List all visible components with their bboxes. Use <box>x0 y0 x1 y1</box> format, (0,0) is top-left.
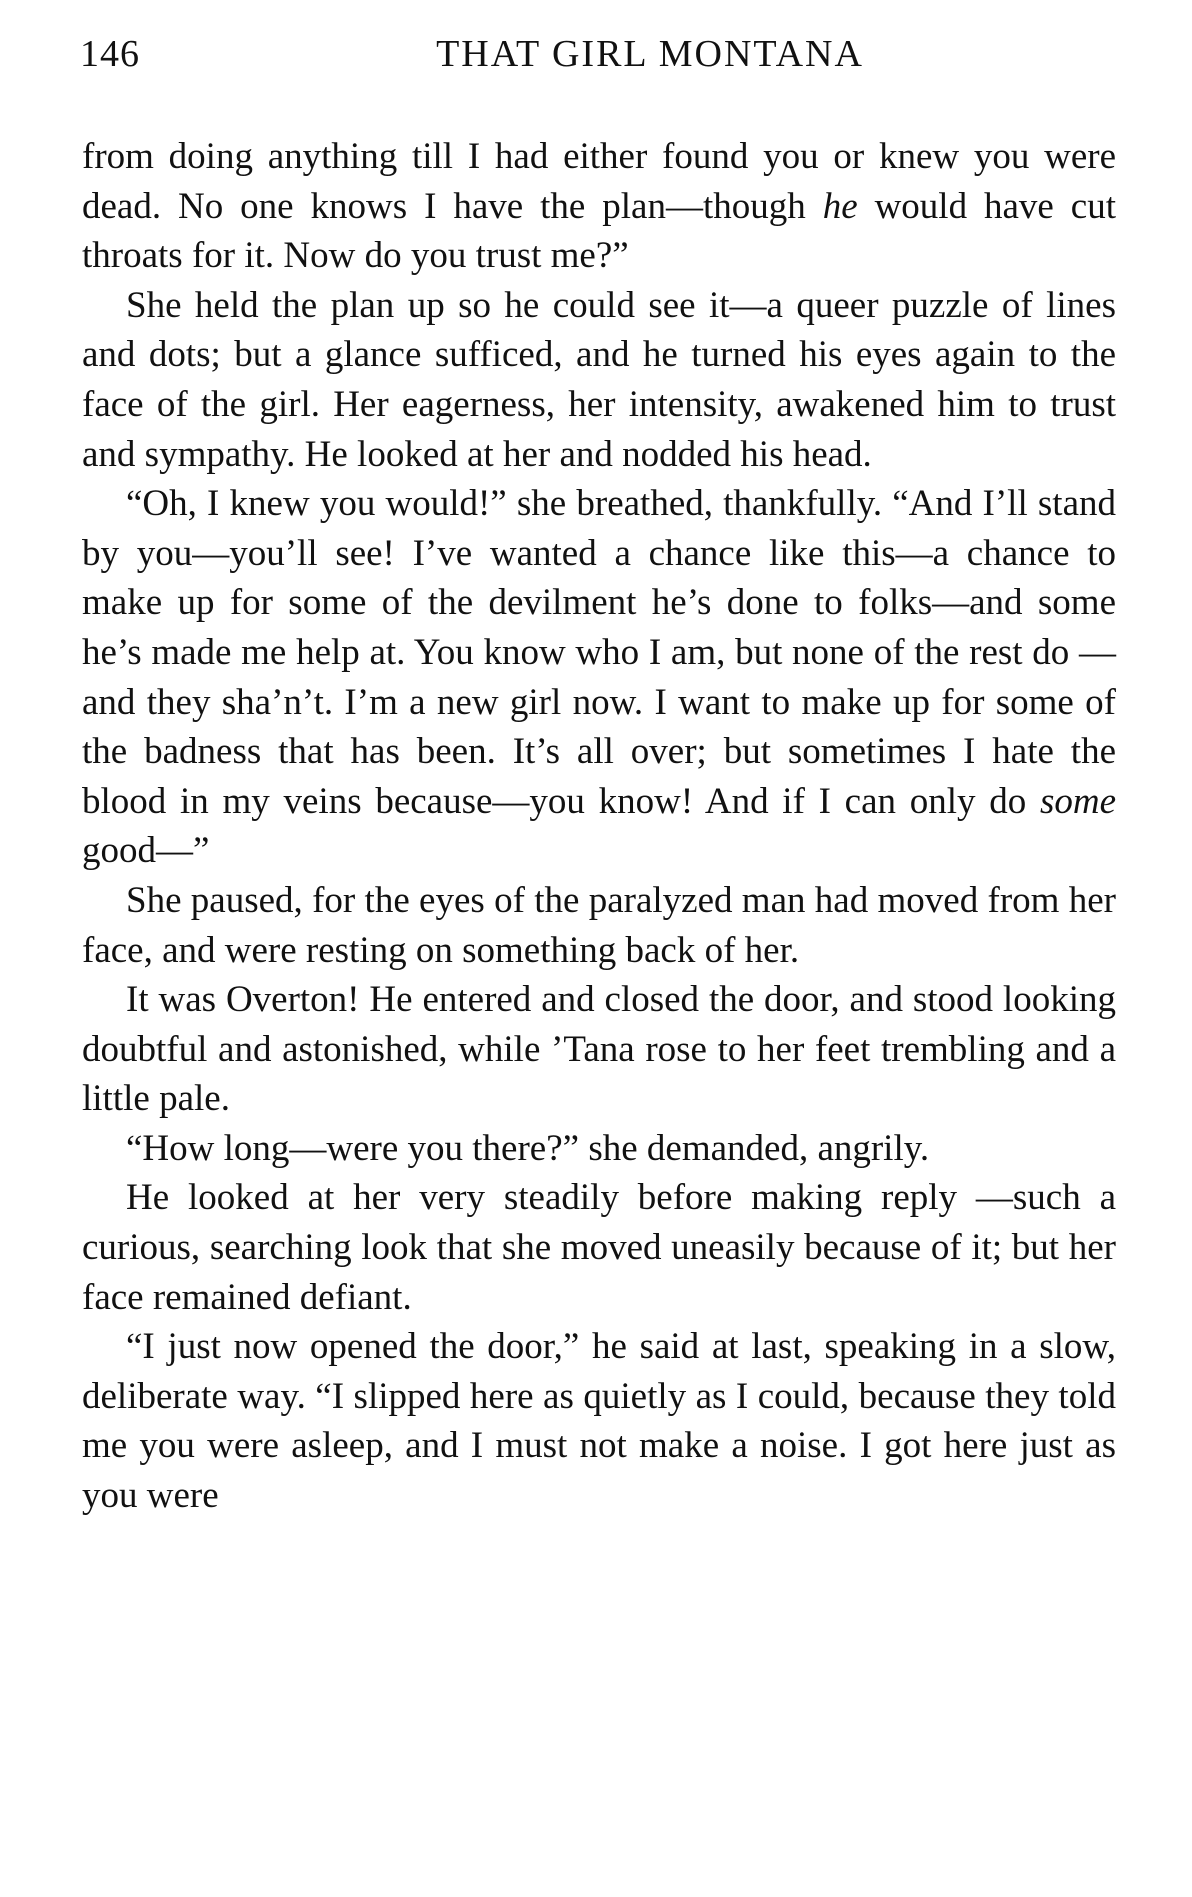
paragraph <box>82 281 1116 479</box>
text-run: She held the plan up so he could see it—a queer puzzle of lines and dots; but a glance sufficed, and he turned his eyes again to the face of the girl. Her eagerness, her intensity, awakened him to trust and sympathy. He looked at her and nodded his head. <box>82 284 1116 475</box>
text-run: “How long—were you there?” she demanded, angrily. <box>126 1127 930 1169</box>
running-title: THAT GIRL MONTANA <box>436 33 864 75</box>
text-run: would have cut throats for it. Now do you trust me?” <box>82 185 1116 277</box>
page-header <box>80 32 1110 92</box>
body-text <box>82 132 1116 1521</box>
paragraph <box>82 1173 1116 1322</box>
text-run: from doing anything till I had either found you or knew you were dead. No one knows I have the plan—though <box>82 136 1116 227</box>
paragraph <box>82 1322 1116 1520</box>
paragraph <box>82 1124 1116 1174</box>
text-run: good—” <box>82 830 210 872</box>
paragraph <box>82 132 1116 281</box>
page-number: 146 <box>80 33 140 75</box>
paragraph <box>82 876 1116 975</box>
italic-text-run: some <box>1039 780 1116 822</box>
text-run: It was Overton! He entered and closed the door, and stood looking doubtful and astonished, while ’Tana rose to her feet trembling and a little pale. <box>82 979 1116 1120</box>
paragraph <box>82 479 1116 876</box>
text-run: She paused, for the eyes of the paralyzed man had moved from her face, and were resting on something back of her. <box>82 879 1116 971</box>
italic-text-run: he <box>822 185 858 227</box>
paragraph <box>82 975 1116 1124</box>
text-run: “I just now opened the door,” he said at last, speaking in a slow, deliberate way. “I slipped here as quietly as I could, because they told me you were asleep, and I must not make a noise. I got here just as you were <box>82 1326 1116 1517</box>
text-run: “Oh, I knew you would!” she breathed, thankfully. “And I’ll stand by you—you’ll see! I’ve wanted a chance like this—a chance to make up for some of the devilment he’s done to folks—and some he’s made me help at. You know who I am, but none of the rest do —and they sha’n’t. I’m a new girl now. I want to make up for some of the badness that has been. It’s all over; but sometimes I hate the blood in my veins because—you know! And if I can only do <box>82 483 1116 822</box>
text-run: He looked at her very steadily before making reply —such a curious, searching look that she moved uneasily because of it; but her face remained defiant. <box>82 1177 1116 1318</box>
